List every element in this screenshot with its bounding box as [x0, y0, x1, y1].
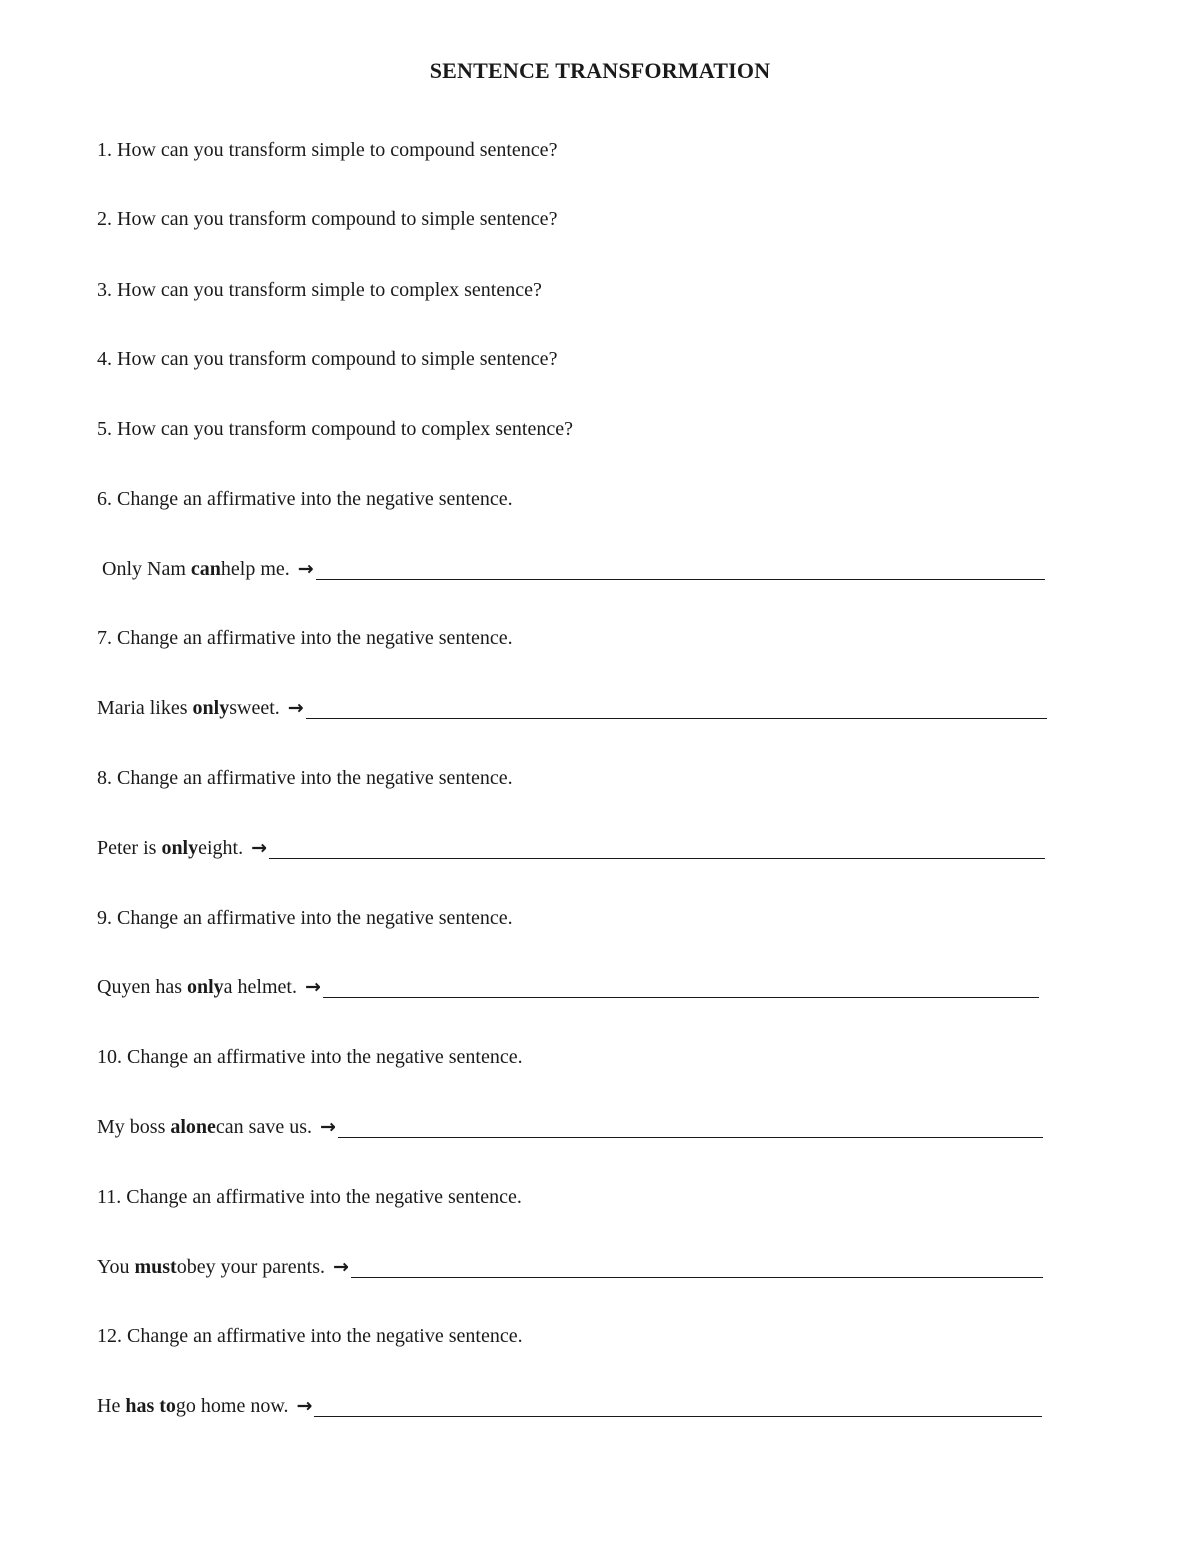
exercise-keyword: alone	[170, 1116, 216, 1138]
exercise-text-pre: Only Nam	[97, 558, 191, 580]
question-7: 7. Change an affirmative into the negative sentence.	[97, 627, 513, 649]
exercise-keyword: only	[161, 837, 199, 859]
exercise-9	[97, 974, 1039, 1000]
question-4: 4. How can you transform compound to simple sentence?	[97, 348, 558, 370]
exercise-text-pre: Quyen has	[97, 976, 187, 998]
exercise-keyword: only	[192, 697, 230, 719]
question-10: 10. Change an affirmative into the negative sentence.	[97, 1046, 523, 1068]
exercise-12	[97, 1393, 1042, 1419]
question-1: 1. How can you transform simple to compound sentence?	[97, 139, 558, 161]
question-5: 5. How can you transform compound to complex sentence?	[97, 418, 573, 440]
exercise-6	[97, 556, 1045, 582]
exercise-text-pre: Maria likes	[97, 697, 193, 719]
exercise-keyword: must	[134, 1256, 177, 1278]
arrow-icon: →	[297, 558, 314, 580]
exercise-8	[97, 835, 1045, 861]
page-title: SENTENCE TRANSFORMATION	[429, 58, 771, 83]
exercise-text-pre: My boss	[97, 1116, 171, 1138]
exercise-text-pre: He	[97, 1395, 126, 1417]
arrow-icon: →	[296, 1395, 313, 1417]
answer-blank[interactable]	[269, 836, 1045, 859]
exercise-text-post: help me.	[220, 558, 290, 580]
exercise-text-pre: You	[97, 1256, 135, 1278]
answer-blank[interactable]	[323, 975, 1039, 998]
exercise-10	[97, 1114, 1043, 1140]
answer-blank[interactable]	[314, 1394, 1042, 1417]
arrow-icon: →	[304, 976, 321, 998]
exercise-text-post: can save us.	[215, 1116, 312, 1138]
answer-blank[interactable]	[306, 696, 1047, 719]
exercise-text-post: obey your parents.	[176, 1256, 325, 1278]
arrow-icon: →	[251, 837, 268, 859]
question-3: 3. How can you transform simple to complex sentence?	[97, 279, 542, 301]
answer-blank[interactable]	[338, 1115, 1043, 1138]
question-2: 2. How can you transform compound to simple sentence?	[97, 208, 558, 230]
question-9: 9. Change an affirmative into the negative sentence.	[97, 907, 513, 929]
question-6: 6. Change an affirmative into the negative sentence.	[97, 488, 513, 510]
exercise-keyword: can	[190, 558, 221, 580]
exercise-11	[97, 1254, 1043, 1280]
exercise-text-post: sweet.	[229, 697, 280, 719]
exercise-keyword: only	[186, 976, 224, 998]
exercise-7	[97, 695, 1047, 721]
arrow-icon: →	[320, 1116, 336, 1138]
question-8: 8. Change an affirmative into the negative sentence.	[97, 767, 513, 789]
answer-blank[interactable]	[351, 1255, 1043, 1278]
question-12: 12. Change an affirmative into the negative sentence.	[97, 1325, 523, 1347]
arrow-icon: →	[332, 1256, 349, 1278]
exercise-keyword: has to	[125, 1395, 176, 1417]
question-11: 11. Change an affirmative into the negative sentence.	[97, 1186, 522, 1208]
exercise-text-post: go home now.	[175, 1395, 289, 1417]
exercise-text-post: eight.	[198, 837, 244, 859]
exercise-text-pre: Peter is	[97, 837, 162, 859]
answer-blank[interactable]	[316, 557, 1045, 580]
arrow-icon: →	[287, 697, 304, 719]
exercise-text-post: a helmet.	[223, 976, 297, 998]
